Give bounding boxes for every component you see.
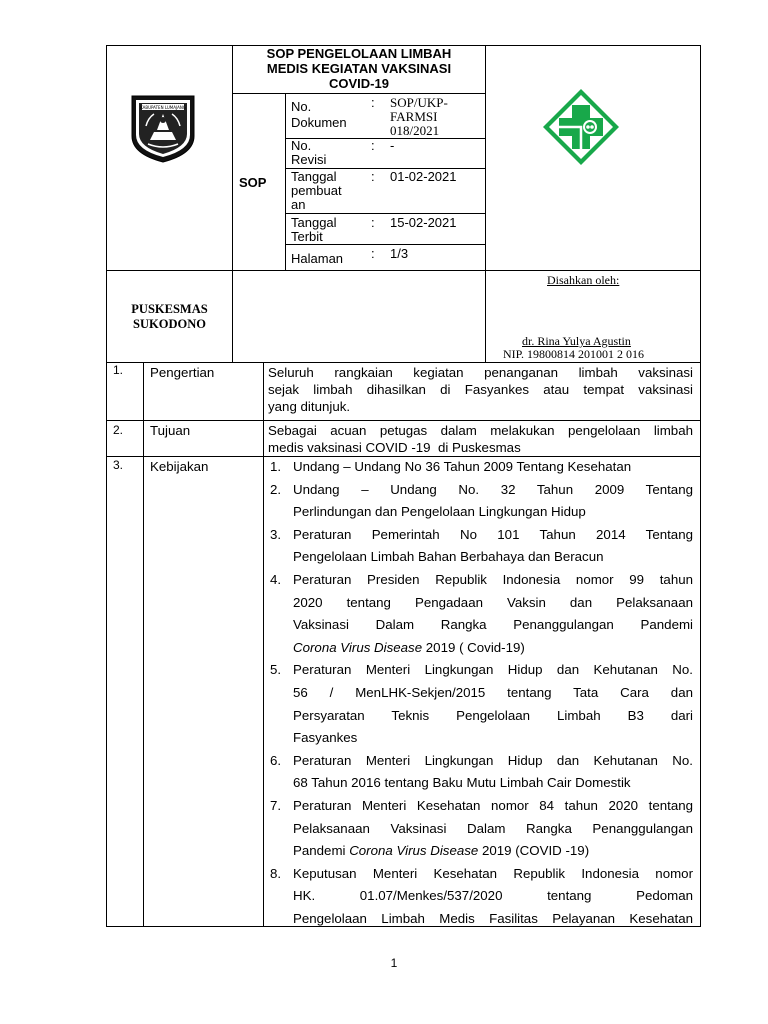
meta-label-published — [291, 216, 337, 244]
meta-value-published: 15-02-2021 — [390, 215, 457, 230]
meta-row-line — [285, 213, 485, 214]
list-number: 6. — [270, 752, 282, 768]
meta-value-revision: - — [390, 138, 395, 153]
meta-label-line: Terbit — [291, 229, 323, 244]
approver-name: dr. Rina Yulya Agustin — [522, 334, 631, 348]
puskesmas-cross-icon — [541, 87, 621, 167]
list-line: Pelaksanaan Vaksinasi Dalam Rangka Penanggulangan — [293, 820, 693, 836]
list-number: 5. — [270, 662, 282, 678]
approver-nip: NIP. 19800814 201001 2 016 — [503, 347, 645, 361]
meta-label-line: No. — [291, 138, 312, 153]
list-line: Keputusan Menteri Kesehatan Republik Indonesia nomor — [293, 865, 693, 881]
puskesmas-logo — [541, 87, 621, 167]
italic-term: Corona Virus Disease — [293, 639, 423, 655]
section-text-line: sejak limbah dihasilkan di Fasyankes atau tempat vaksinasi — [268, 382, 693, 397]
list-line — [293, 840, 693, 863]
meta-label-page: Halaman — [291, 251, 344, 266]
header-divider-2 — [485, 45, 486, 362]
body-col-2 — [263, 362, 264, 927]
list-line-prefix: Pandemi — [293, 843, 350, 859]
list-item — [270, 863, 693, 931]
meta-colon: : — [371, 169, 375, 184]
meta-label-line: pembuat — [291, 183, 342, 198]
meta-label-line: Tanggal — [291, 215, 337, 230]
title-underline — [232, 93, 485, 94]
list-line: Vaksinasi Dalam Rangka Penanggulangan Pandemi — [293, 617, 693, 633]
list-line: Undang – Undang No. 32 Tahun 2009 Tentang — [293, 481, 693, 497]
org-line-2: SUKODONO — [133, 317, 206, 331]
meta-label-created — [291, 170, 342, 212]
list-number: 8. — [270, 865, 282, 881]
org-line-1: PUSKESMAS — [131, 302, 208, 316]
meta-value-doc-no — [390, 96, 448, 138]
list-line: 2020 tentang Pengadaan Vaksin dan Pelaksanaan — [293, 594, 693, 610]
list-line: 56 / MenLHK-Sekjen/2015 tentang Tata Cara dan — [293, 684, 693, 700]
sop-label: SOP — [239, 175, 267, 190]
meta-value-page: 1/3 — [390, 246, 409, 261]
section-line — [106, 420, 701, 421]
list-line: Peraturan Presiden Republik Indonesia nomor 99 tahun — [293, 571, 693, 587]
meta-colon: : — [371, 138, 375, 153]
svg-text:KABUPATEN LUMAJANG: KABUPATEN LUMAJANG — [140, 105, 186, 110]
list-line: Pengelolaan Limbah Bahan Berbahaya dan Beracun — [293, 549, 604, 565]
meta-colon: : — [371, 95, 375, 110]
organization-name — [107, 302, 232, 332]
list-line — [293, 637, 693, 660]
header-bottom-line — [106, 362, 701, 363]
table-border-right — [700, 45, 701, 927]
list-item — [270, 569, 693, 659]
title-line-3: COVID-19 — [329, 76, 389, 91]
list-item — [270, 659, 693, 749]
header-row-line — [106, 270, 701, 271]
list-line: Fasyankes — [293, 730, 358, 746]
meta-value-line: FARMSI — [390, 109, 438, 124]
meta-label-line: No. — [291, 99, 312, 114]
list-line: Pengelolaan Limbah Medis Fasilitas Pelayanan Kesehatan — [293, 910, 693, 926]
list-item — [270, 524, 693, 569]
list-item — [270, 456, 693, 479]
list-item — [270, 795, 693, 863]
section-number: 1. — [113, 363, 124, 377]
meta-label-line: Dokumen — [291, 115, 347, 130]
body-col-1 — [143, 362, 144, 927]
page-number: 1 — [390, 956, 398, 970]
policy-list — [270, 456, 693, 930]
list-item — [270, 479, 693, 524]
approval-label: Disahkan oleh: — [547, 273, 620, 287]
list-number: 7. — [270, 797, 282, 813]
list-line-rest: 2019 (COVID -19) — [478, 843, 590, 859]
section-text-line: Sebagai acuan petugas dalam melakukan pengelolaan limbah — [268, 423, 693, 438]
list-number: 4. — [270, 571, 282, 587]
meta-label-doc-no — [291, 100, 347, 130]
meta-label-line: an — [291, 197, 306, 212]
section-title-kebijakan: Kebijakan — [150, 459, 209, 474]
title-line-2: MEDIS KEGIATAN VAKSINASI — [266, 61, 452, 76]
meta-value-created: 01-02-2021 — [390, 169, 457, 184]
list-line: Undang – Undang No 36 Tahun 2009 Tentang Kesehatan — [293, 459, 632, 474]
meta-value-line: SOP/UKP- — [390, 95, 448, 110]
section-number: 3. — [113, 458, 124, 472]
list-line: Perlindungan dan Pengelolaan Lingkungan Hidup — [293, 504, 586, 520]
section-text-line: yang ditunjuk. — [268, 399, 351, 414]
list-number: 3. — [270, 526, 282, 542]
meta-label-line: Revisi — [291, 152, 327, 167]
section-text-line: medis vaksinasi COVID -19 di Puskesmas — [268, 440, 521, 455]
meta-colon: : — [371, 246, 375, 261]
list-item — [270, 750, 693, 795]
italic-term: Corona Virus Disease — [349, 843, 479, 859]
regency-logo — [128, 92, 198, 164]
list-line: HK. 01.07/Menkes/537/2020 tentang Pedoman — [293, 888, 693, 904]
list-number: 2. — [270, 481, 282, 497]
list-line: 68 Tahun 2016 tentang Baku Mutu Limbah Cair Domestik — [293, 775, 631, 791]
meta-label-line: Tanggal — [291, 169, 337, 184]
list-line-rest: 2019 ( Covid-19) — [422, 639, 525, 655]
meta-label-revision — [291, 139, 326, 167]
list-line: Peraturan Menteri Lingkungan Hidup dan Kehutanan No. — [293, 662, 693, 678]
section-title-pengertian: Pengertian — [150, 365, 215, 380]
section-number: 2. — [113, 423, 124, 437]
list-line: Peraturan Menteri Kesehatan nomor 84 tahun 2020 tentang — [293, 797, 693, 813]
table-border-left — [106, 45, 107, 927]
section-title-tujuan: Tujuan — [150, 423, 191, 438]
meta-row-line — [285, 244, 485, 245]
shield-emblem-icon — [128, 92, 198, 164]
list-number: 1. — [270, 459, 282, 474]
meta-colon: : — [371, 215, 375, 230]
section-text-line: Seluruh rangkaian kegiatan penanganan limbah vaksinasi — [268, 365, 693, 380]
list-line: Peraturan Menteri Lingkungan Hidup dan Kehutanan No. — [293, 752, 693, 768]
meta-value-line: 018/2021 — [390, 123, 440, 138]
list-line: Persyaratan Teknis Pengelolaan Limbah B3 dari — [293, 707, 693, 723]
list-line: Peraturan Pemerintah No 101 Tahun 2014 Tentang — [293, 526, 693, 542]
document-title — [233, 46, 485, 91]
title-line-1: SOP PENGELOLAAN LIMBAH — [266, 46, 452, 61]
